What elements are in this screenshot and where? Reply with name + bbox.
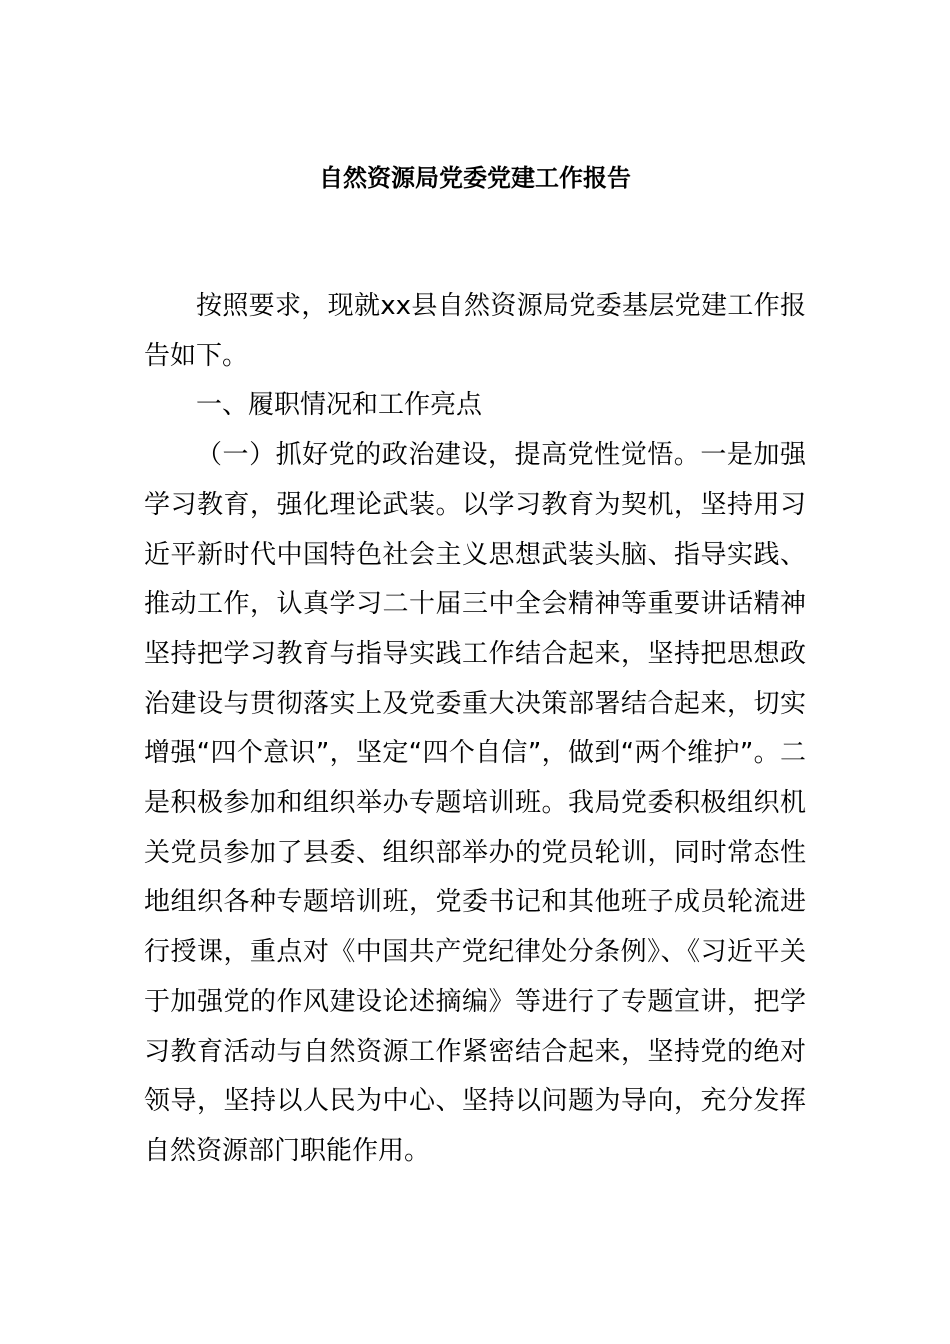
intro-paragraph: 按照要求，现就xx县自然资源局党委基层党建工作报告如下。 [144,291,806,371]
document-body [144,282,806,1177]
document-title: 自然资源局党委党建工作报告 [319,164,631,192]
section-heading: 一、履职情况和工作亮点 [196,390,483,421]
subsection-paragraph: （一）抓好党的政治建设，提高党性觉悟。一是加强学习教育，强化理论武装。以学习教育为契机，坚持用习近平新时代中国特色社会主义思想武装头脑、指导实践、推动工作，认真学习二十届三中全会精神等重要讲话精神坚持把学习教育与指导实践工作结合起来，坚持把思想政治建设与贯彻落实上及党委重大决策部署结合起来，切实增强“四个意识”，坚定“四个自信”，做到“两个维护”。二是积极参加和组织举办专题培训班。我局党委积极组织机关党员参加了县委、组织部举办的党员轮训，同时常态性地组织各种专题培训班，党委书记和其他班子成员轮流进行授课，重点对《中国共产党纪律处分条例》、《习近平关于加强党的作风建设论述摘编》等进行了专题宣讲，把学习教育活动与自然资源工作紧密结合起来，坚持党的绝对领导，坚持以人民为中心、坚持以问题为导向，充分发挥自然资源部门职能作用。 [144,440,806,1166]
